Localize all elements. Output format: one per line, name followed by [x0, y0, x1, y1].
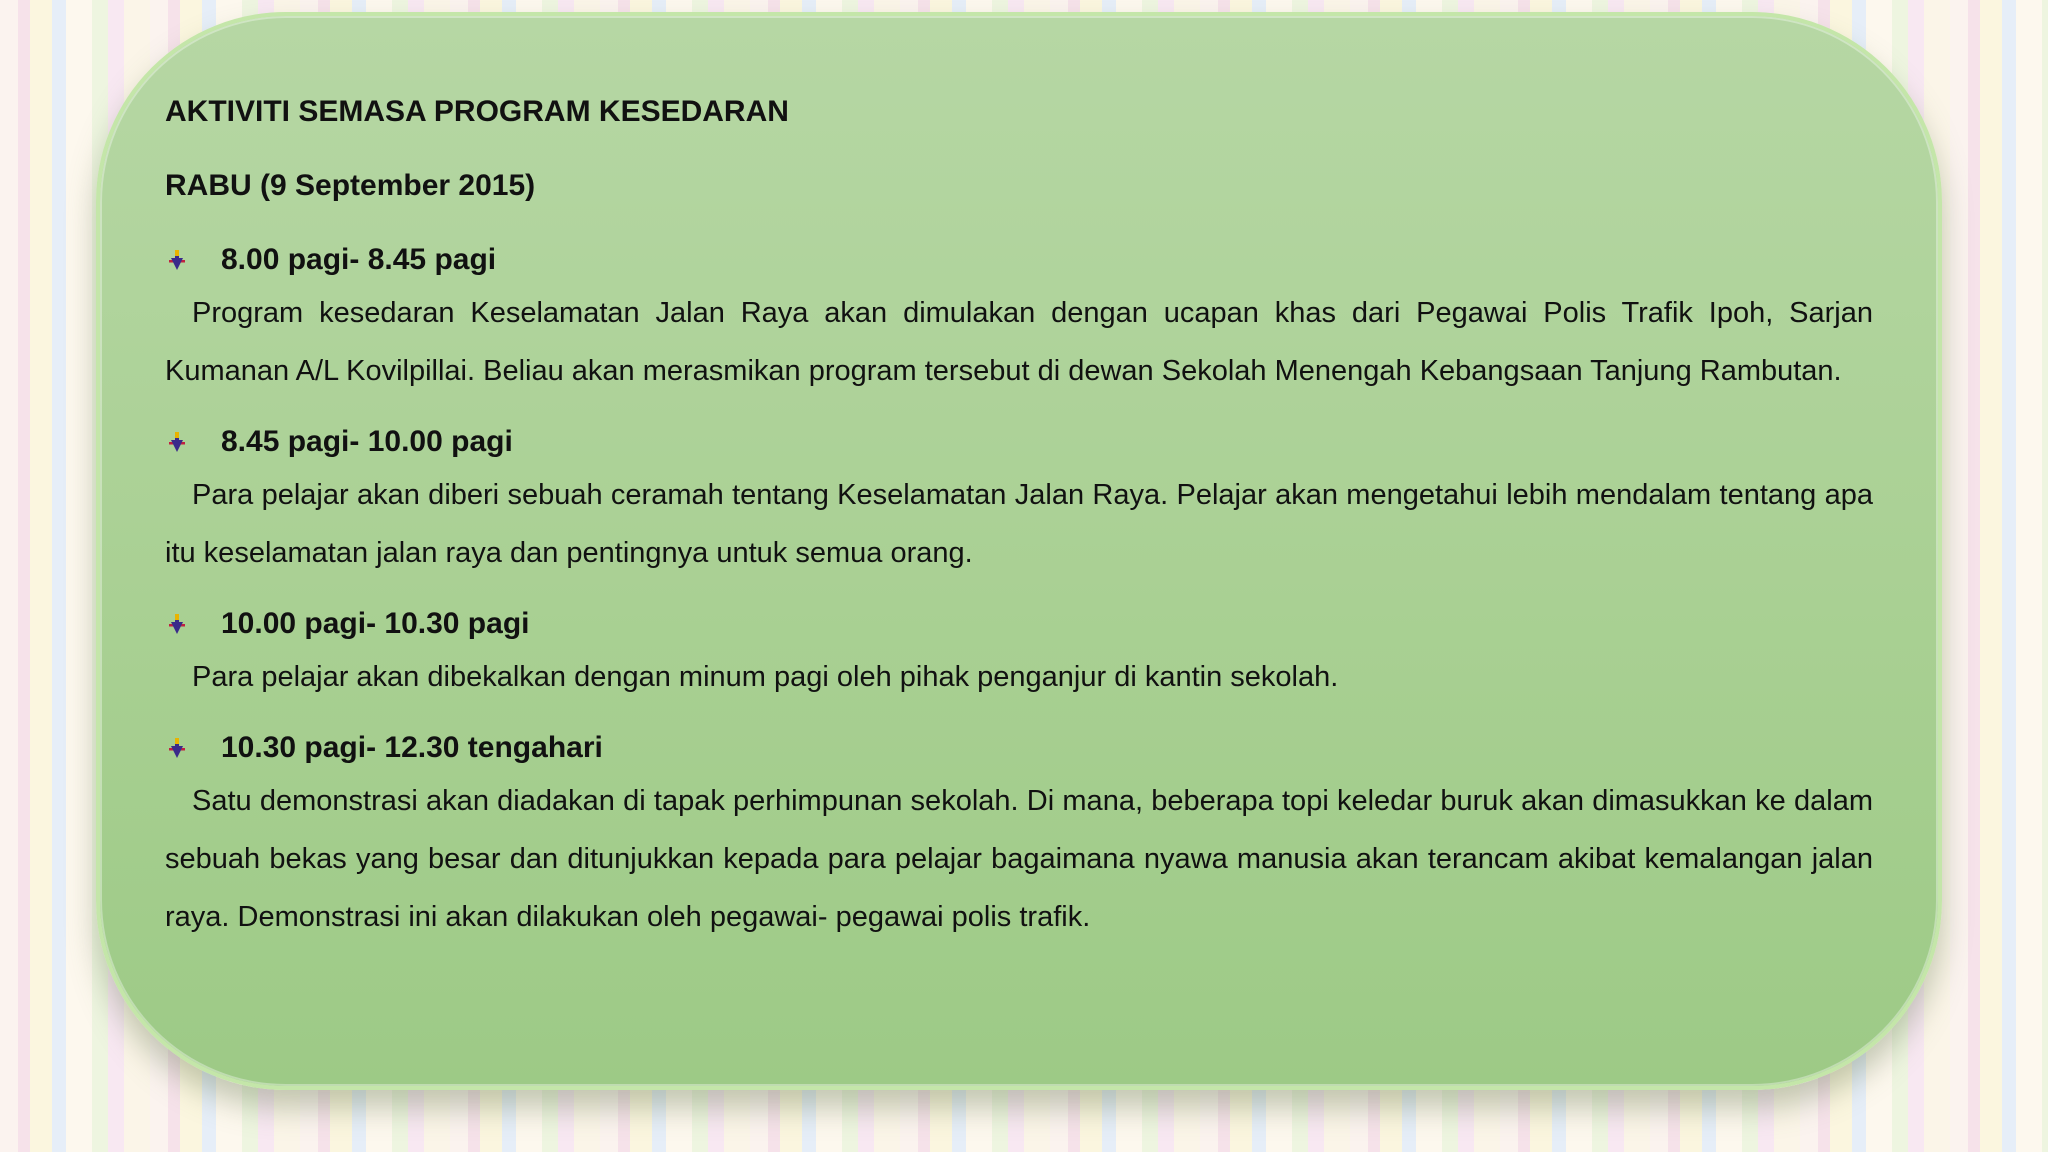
schedule-time: 8.00 pagi- 8.45 pagi [221, 243, 497, 276]
arrow-down-bullet-icon [165, 430, 205, 454]
schedule-item [165, 600, 1873, 706]
schedule-time: 10.30 pagi- 12.30 tengahari [221, 731, 603, 764]
schedule-description: Para pelajar akan diberi sebuah ceramah tentang Keselamatan Jalan Raya. Pelajar akan mengetahui lebih mendalam tentang apa itu keselamatan jalan raya dan pentingnya untuk semua orang. [165, 479, 1873, 569]
schedule-item [165, 724, 1873, 946]
schedule-item [165, 236, 1873, 400]
schedule-time: 8.45 pagi- 10.00 pagi [221, 425, 513, 458]
schedule-item-header [165, 600, 1873, 648]
schedule-description: Para pelajar akan dibekalkan dengan minum pagi oleh pihak penganjur di kantin sekolah. [192, 661, 1339, 693]
schedule-description: Program kesedaran Keselamatan Jalan Raya akan dimulakan dengan ucapan khas dari Pegawai Polis Trafik Ipoh, Sarjan Kumanan A/L Kovilpillai. Beliau akan merasmikan program tersebut di dewan Sekolah Menengah Kebangsaan Tanjung Rambutan. [165, 297, 1873, 387]
schedule-item [165, 418, 1873, 582]
schedule-description: Satu demonstrasi akan diadakan di tapak perhimpunan sekolah. Di mana, beberapa topi keledar buruk akan dimasukkan ke dalam sebuah bekas yang besar dan ditunjukkan kepada para pelajar bagaimana nyawa manusia akan terancam akibat kemalangan jalan raya. Demonstrasi ini akan dilakukan oleh pegawai- pegawai polis trafik. [165, 785, 1873, 933]
slide-date: RABU (9 September 2015) [165, 169, 536, 202]
schedule-time: 10.00 pagi- 10.30 pagi [221, 607, 530, 640]
schedule-item-header [165, 236, 1873, 284]
schedule-item-header [165, 418, 1873, 466]
arrow-down-bullet-icon [165, 736, 205, 760]
arrow-down-bullet-icon [165, 248, 205, 272]
schedule-item-header [165, 724, 1873, 772]
slide-content [165, 88, 1873, 964]
arrow-down-bullet-icon [165, 612, 205, 636]
slide-heading: AKTIVITI SEMASA PROGRAM KESEDARAN [165, 95, 789, 128]
